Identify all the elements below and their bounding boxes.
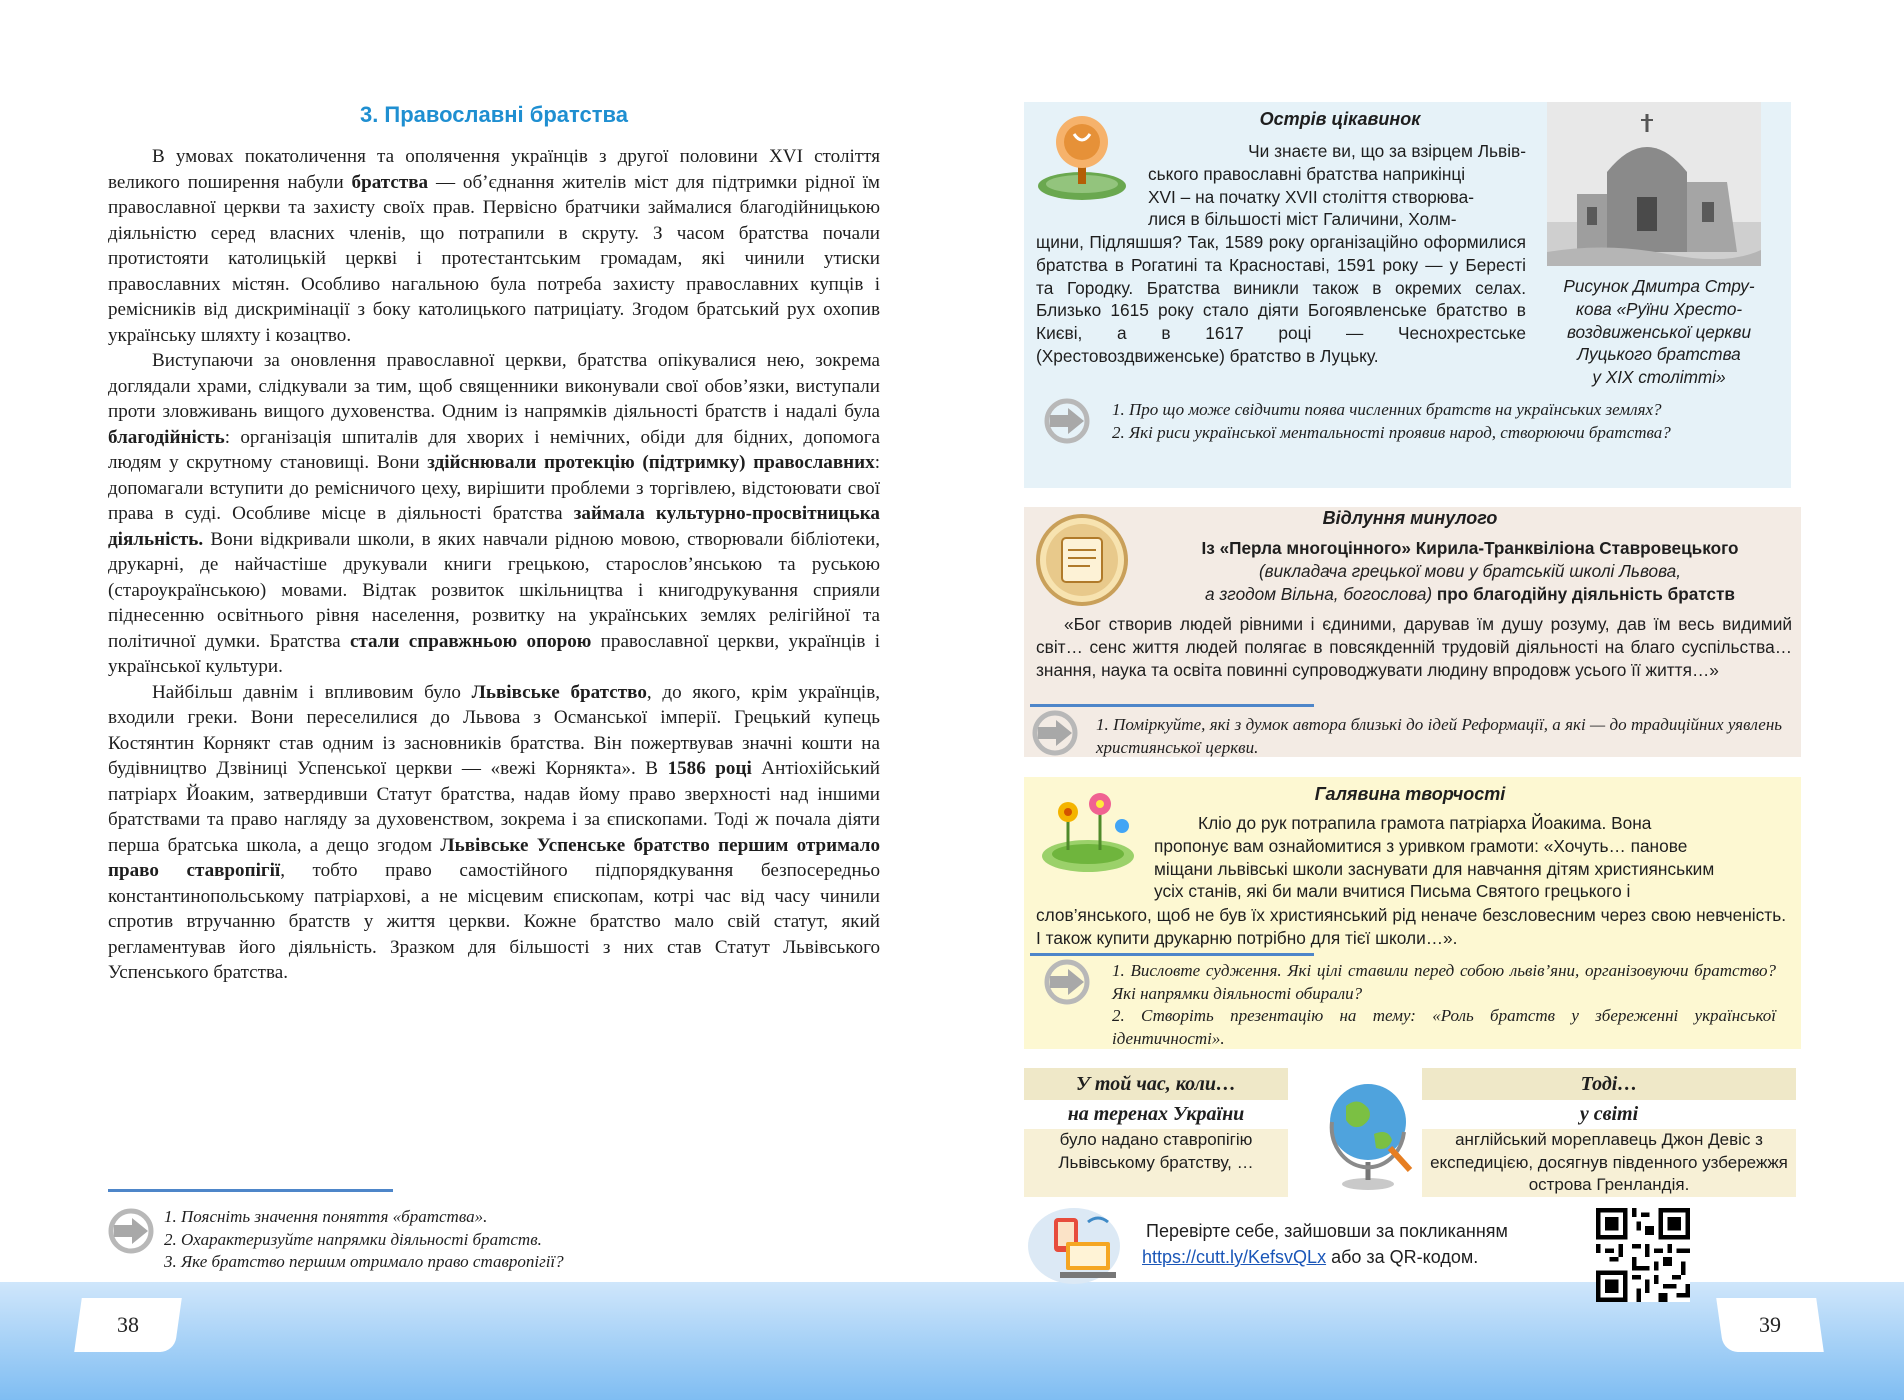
text-line: XVI – на початку XVII століття створюва- bbox=[1148, 186, 1474, 207]
timeline-right-subheading: у світі bbox=[1422, 1100, 1796, 1129]
caption-line: Луцького братства bbox=[1577, 344, 1741, 365]
check-text: або за QR-кодом. bbox=[1326, 1247, 1479, 1267]
text-run: Антіохійський патріарх Йоаким, затвердивши Статут братства, надав йому право зверхності над іншими братствами та право нагляду за духовенством, зокрема і за єпископами. Тоді ж почала діяти перша братська школа, а дещо згодом bbox=[108, 758, 881, 856]
bold-term: стали справжньою опорою bbox=[349, 630, 592, 652]
question-item: 2. Охарактеризуйте напрямки діяльності братств. bbox=[164, 1229, 542, 1249]
text-line: усіх станів, які би мали вчитися Письма Святого грецького і bbox=[1154, 881, 1631, 902]
question-arrow-icon bbox=[1032, 710, 1078, 756]
source-topic: про благодійну діяльність братств bbox=[1432, 584, 1735, 604]
timeline-left-body: було надано ставропігію Львівському братству, … bbox=[1024, 1129, 1288, 1197]
echo-source bbox=[1150, 537, 1790, 606]
caption-line: кова «Руїни Хресто- bbox=[1575, 298, 1743, 319]
question-item: 2. Створіть презентацію на тему: «Роль братств у збереженні української ідентичності». bbox=[1112, 1006, 1776, 1048]
text-line: ського православні братства наприкінці bbox=[1148, 163, 1466, 184]
body-paragraph bbox=[108, 348, 880, 680]
timeline-left-subheading: на теренах України bbox=[1024, 1100, 1288, 1129]
left-questions bbox=[164, 1206, 884, 1274]
island-text-rest: щини, Підляшшя? Так, 1589 року організаційно оформилися братства в Рогатині та Красноставі, 1591 року — у Бересті та Городку. Братства виникли також в окремих селах. Близько 1615 року стало діяти Богоявленське братство в Києві, а в 1617 році — Чеснохрестське (Хрестовоздвиженське) братство в Луцьку. bbox=[1036, 232, 1526, 366]
timeline-left-heading: У той час, коли… bbox=[1024, 1068, 1288, 1100]
text-line: міщани львівські школи заснувати для навчання дітям християнським bbox=[1154, 858, 1715, 879]
glade-questions bbox=[1112, 960, 1776, 1050]
divider bbox=[1030, 953, 1314, 956]
bold-term: 1586 році bbox=[667, 758, 752, 779]
timeline-right-heading: Тоді… bbox=[1422, 1068, 1796, 1100]
caption-line: Рисунок Дмитра Стру- bbox=[1563, 276, 1755, 296]
question-item: 2. Які риси української ментальності проявив народ, створюючи братства? bbox=[1112, 422, 1671, 442]
box-heading: Галявина творчості bbox=[1314, 784, 1506, 804]
bold-term: займала культурно-просвітницька діяльність. bbox=[108, 503, 880, 550]
question-item: 3. Яке братство першим отримало право ставропігії? bbox=[164, 1252, 564, 1271]
main-body-text bbox=[108, 144, 880, 986]
page-number-right: 39 bbox=[1716, 1298, 1824, 1352]
section-title: 3. Православні братства bbox=[359, 102, 629, 127]
bold-term: братства bbox=[351, 171, 429, 193]
question-arrow-icon bbox=[108, 1208, 154, 1254]
island-tree-icon bbox=[1034, 112, 1134, 204]
source-note: а згодом Вільна, богослова) bbox=[1204, 584, 1433, 604]
caption-line: у XIX столітті» bbox=[1592, 367, 1726, 388]
text-run: В умовах покатоличення та ополячення українців з другої половини XVI століття великого поширення набули bbox=[108, 146, 880, 193]
page-number-left: 38 bbox=[74, 1298, 182, 1352]
computer-icon bbox=[1026, 1202, 1122, 1286]
question-item: 1. Висловте судження. Які цілі ставили перед собою львів’яни, організовуючи братство? Які напрямки діяльності обирали? bbox=[1112, 961, 1776, 1003]
source-note: (викладача грецької мови у братській школі Львова, bbox=[1258, 561, 1682, 581]
scroll-icon bbox=[1034, 512, 1130, 608]
bold-term: благодійність bbox=[108, 426, 225, 448]
bold-term: здійснювали протекцію (підтримку) православних bbox=[427, 452, 875, 473]
body-paragraph bbox=[108, 144, 880, 348]
question-item: 1. Поясніть значення поняття «братства». bbox=[164, 1207, 488, 1226]
text-run: Найбільш давнім і впливовим було bbox=[152, 681, 472, 703]
divider bbox=[1030, 704, 1314, 707]
bold-term: Львівське Успенське братство першим отримало право ставропігії bbox=[108, 834, 880, 881]
church-caption bbox=[1547, 275, 1771, 389]
text-run: Виступаючи за оновлення православної церкви, братства опікувалися нею, зокрема доглядали храми, слідкували за тим, щоб священники виконували свої обов’язки, виступали проти зловживань вищого духовенства. Одним із напрямків діяльності братств і надалі була bbox=[108, 350, 880, 422]
echo-quote: «Бог створив людей рівними і єдиними, дарував їм душу розуму, дав їм весь видимий світ… сенс життя людей полягає в повсякденній трудовій діяльності на благо суспільства… знання, наука та освіта повинні супроводжувати людину впродовж усього її життя…» bbox=[1036, 614, 1792, 680]
text-line: Кліо до рук потрапила грамота патріарха Йоакима. Вона bbox=[1198, 813, 1652, 833]
check-yourself-text bbox=[1142, 1218, 1582, 1270]
divider bbox=[108, 1189, 393, 1192]
box-heading: Острів цікавинок bbox=[1259, 109, 1421, 129]
body-paragraph bbox=[108, 680, 880, 986]
glade-text-top bbox=[1154, 812, 1786, 903]
text-run: : організація шпиталів для хворих і немічних, обіди для бідних, допомога людям у скрутному становищі. Вони bbox=[108, 426, 880, 473]
text-run: — об’єднання жителів міст для підтримки рідної їм православної церкви та захисту своїх прав. Первісно братчики займалися благодійницькою діяльністю серед власних членів, що потрапили в скруту. З часом братства почали протистояти католицькій церкві і протестантським громадам, які чинили утиски православних містян. Особливо нагальною була потреба захисту православних купців і ремісників від дискримінації з боку католицького патриціату. Згодом братський рух охопив українську шляхту і козацтво. bbox=[108, 171, 880, 346]
text-line: пропонує вам ознайомитися з уривком грамоти: «Хочуть… панове bbox=[1154, 835, 1688, 856]
timeline-right-body: англійський мореплавець Джон Девіс з експедицією, досягнув південного узбережжя острова Гренландія. bbox=[1422, 1129, 1796, 1197]
globe-icon bbox=[1326, 1076, 1416, 1192]
text-line: Чи знаєте ви, що за взірцем Львів- bbox=[1248, 141, 1526, 161]
source-title: Із «Перла многоцінного» Кирила-Транквіліона Ставровецького bbox=[1201, 538, 1739, 558]
question-item: 1. Про що може свідчити поява численних братств на українських землях? bbox=[1112, 400, 1662, 419]
text-run: Вони відкривали школи, в яких навчали рідною мовою, створювали бібліотеки, друкарні, де найчастіше друкували книги грецькою, старослов’янською та руською (староукраїнською) мовами. Відтак розвиток шкільництва і книгодрукування сприяли піднесенню освітнього рівня населення, розвитку на українських землях релігійної та політичної думки. Братства bbox=[108, 528, 880, 652]
text-run: православної церкви, українців і української культури. bbox=[108, 630, 880, 677]
text-line: лися в більшості міст Галичини, Холм- bbox=[1148, 209, 1457, 230]
check-text: Перевірте себе, зайшовши за покликанням bbox=[1146, 1221, 1508, 1241]
glade-text-rest: слов’янського, щоб не був їх християнський рід неначе безсловесним через свою невченість. І також купити друкарню потрібно для тієї школи…». bbox=[1036, 905, 1786, 948]
check-link[interactable]: https://cutt.ly/KefsvQLx bbox=[1142, 1247, 1327, 1267]
box-heading: Відлуння минулого bbox=[1322, 508, 1498, 528]
caption-line: воздвиженської церкви bbox=[1566, 321, 1752, 342]
echo-question: 1. Поміркуйте, які з думок автора близькі до ідей Реформації, а які — до традиційних уявлень християнської церкви. bbox=[1096, 715, 1782, 757]
question-arrow-icon bbox=[1044, 398, 1090, 444]
island-text-top bbox=[1148, 140, 1526, 231]
text-run: : допомагали вступити до ремісничого цеху, вирішити проблеми з торгівлею, відстоювати свої права в суді. Особливе місце в діяльності братства bbox=[108, 452, 880, 524]
church-ruins-drawing bbox=[1547, 102, 1761, 266]
qr-code[interactable] bbox=[1596, 1208, 1690, 1302]
island-questions bbox=[1112, 399, 1776, 444]
flower-glade-icon bbox=[1038, 790, 1138, 876]
text-run: , до якого, крім українців, входили греки. Вони переселилися до Львова з Османської імперії. Грецький купець Костянтин Корнякт став одним із засновників братства. Він пожертвував значні кошти на будівництво Дзвіниці Успенської церкви — «вежі Корнякта». В bbox=[108, 681, 881, 779]
bold-term: Львівське братство bbox=[471, 681, 647, 703]
question-arrow-icon bbox=[1044, 959, 1090, 1005]
text-run: , тобто право самостійного підпорядкування безпосередньо константинопольському патріархові, а не місцевим єпископам, котрі час від часу чинили спротив втручанню братств у життя церкви. Кожне братство мало свій статут, який регламентував його діяльність. Зразком для більшості з них став Статут Львівського Успенського братства. bbox=[108, 860, 880, 983]
